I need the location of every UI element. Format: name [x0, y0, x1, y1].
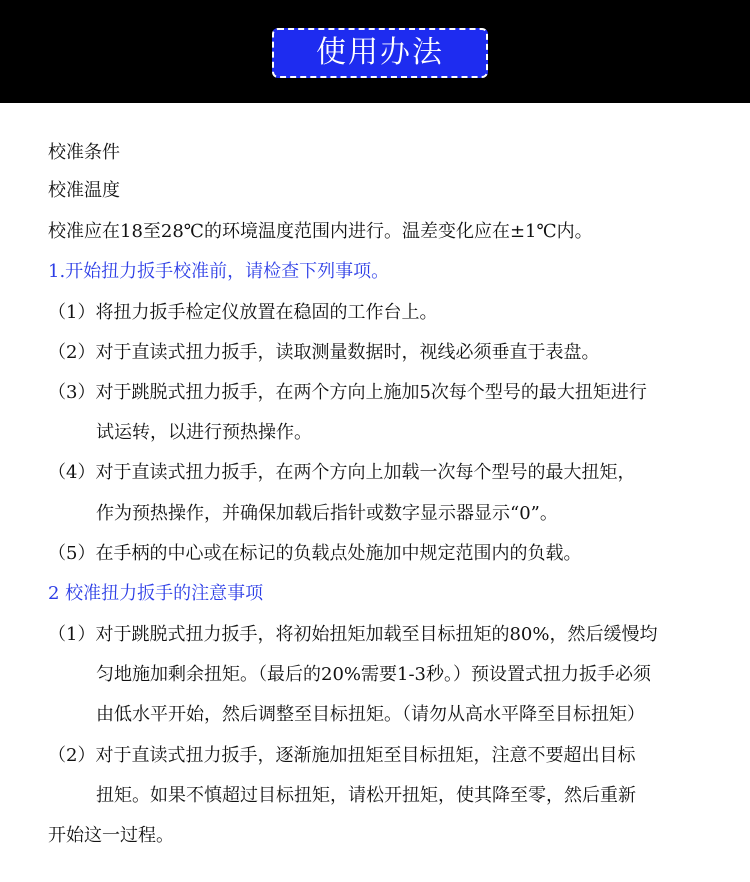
section-heading-precautions: 2 校准扭力扳手的注意事项: [48, 583, 264, 604]
pre-check-item-3: （3）对于跳脱式扭力扳手，在两个方向上施加5次每个型号的最大扭矩进行: [48, 382, 647, 403]
pre-check-item-3-continued: 试运转，以进行预热操作。: [96, 422, 312, 443]
section-heading-pre-check: 1.开始扭力扳手校准前，请检查下列事项。: [48, 261, 390, 282]
header-banner: [0, 0, 750, 103]
temperature-requirement: 校准应在18至28℃的环境温度范围内进行。温差变化应在±1℃内。: [48, 221, 593, 242]
pre-check-item-1: （1）将扭力扳手检定仪放置在稳固的工作台上。: [48, 302, 438, 323]
page-title: 使用办法: [272, 28, 488, 78]
pre-check-item-4-continued: 作为预热操作，并确保加载后指针或数字显示器显示“0”。: [96, 503, 558, 524]
precaution-item-1-continued-a: 匀地施加剩余扭矩。（最后的20%需要1-3秒。）预设置式扭力扳手必须: [96, 664, 651, 685]
pre-check-item-4: （4）对于直读式扭力扳手，在两个方向上加载一次每个型号的最大扭矩，: [48, 462, 636, 483]
pre-check-item-2: （2）对于直读式扭力扳手，读取测量数据时，视线必须垂直于表盘。: [48, 342, 600, 363]
precaution-item-2: （2）对于直读式扭力扳手，逐渐施加扭矩至目标扭矩，注意不要超出目标: [48, 745, 636, 766]
precaution-item-1-continued-b: 由低水平开始，然后调整至目标扭矩。（请勿从高水平降至目标扭矩）: [96, 704, 645, 725]
precaution-item-1: （1）对于跳脱式扭力扳手，将初始扭矩加载至目标扭矩的80%，然后缓慢均: [48, 624, 658, 645]
precaution-item-2-continued: 扭矩。如果不慎超过目标扭矩，请松开扭矩，使其降至零，然后重新: [96, 785, 636, 806]
heading-calibration-temperature: 校准温度: [48, 180, 120, 201]
precaution-item-2-end: 开始这一过程。: [48, 825, 174, 846]
heading-calibration-conditions: 校准条件: [48, 142, 120, 163]
pre-check-item-5: （5）在手柄的中心或在标记的负载点处施加中规定范围内的负载。: [48, 543, 582, 564]
